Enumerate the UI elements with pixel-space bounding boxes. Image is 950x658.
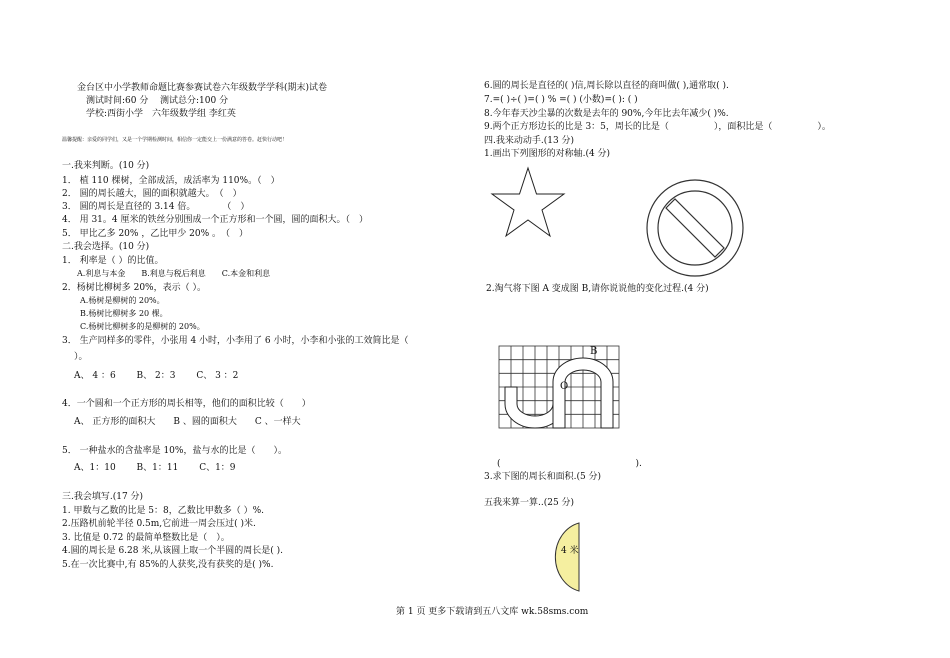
section2-q3-continued: ）。 — [74, 352, 88, 362]
section1-title: 一.我来判断。(10 分) — [62, 161, 150, 171]
section2-q2-option-c: C.杨树比柳树多的是柳树的 20%。 — [80, 322, 205, 331]
semicircle-label: 4 米 — [561, 546, 579, 556]
fill-question-7: 7.=( )÷( )=( ) % =( ) (小数)=( ): ( ) — [484, 95, 638, 105]
section4-title: 四.我来动动手.(13 分) — [484, 136, 575, 146]
fill-question-6: 6.圆的周长是直径的( )信,周长除以直径的商叫做( ),通常取( ). — [484, 81, 729, 91]
section3-item: 1. 甲数与乙数的比是 5：8，乙数比甲数多（ ）%. — [62, 506, 265, 516]
label-b: B — [590, 346, 598, 357]
section2-q1-options: A.利息与本金 B.利息与税后利息 C.本金和利息 — [77, 269, 271, 278]
section1-item: 5． 甲比乙多 20% ，乙比甲少 20% 。 （ ） — [62, 229, 249, 239]
section2-q3-options: A、 4 ：6 B、 2：3 C、 3 ：2 — [74, 371, 239, 381]
section3-item: 5.在一次比赛中,有 85%的人获奖,没有获奖的是( )%. — [62, 560, 274, 570]
fill-question-8: 8.今年春天沙尘暴的次数是去年的 90%,今年比去年减少( )%. — [484, 109, 729, 119]
section3-item: 2.压路机前轮半径 0.5m,它前进一周会压过( )米. — [62, 519, 256, 529]
section4-q1: 1.画出下列图形的对称轴.(4 分) — [484, 149, 611, 159]
section5-title: 五我来算一算..(25 分) — [484, 498, 575, 508]
semicircle-fill — [555, 523, 579, 591]
section2-q2-option-b: B.杨树比柳树多 20 棵。 — [80, 309, 168, 318]
semicircle-shape — [546, 521, 582, 593]
section2-q3: 3． 生产同样多的零件，小张用 4 小时，小李用了 6 小时，小李和小张的工效简比是（ — [62, 336, 409, 346]
section4-q3: 3.求下图的周长和面积.(5 分) — [484, 472, 602, 482]
label-o: O — [560, 381, 569, 392]
test-score: 测试总分:100 分 — [160, 96, 229, 106]
section1-item: 3． 圆的周长是直径的 3.14 倍。 （ ） — [62, 202, 250, 212]
section2-q5: 5． 一种盐水的含盐率是 10%，盐与水的比是（ ）。 — [62, 446, 287, 456]
page-footer: 第 1 页 更多下载请到五八文库 wk.58sms.com — [396, 607, 589, 617]
exam-title: 金台区中小学教师命题比赛参赛试卷六年级数学学科(期末)试卷 — [77, 83, 328, 93]
section1-item: 2． 圆的周长越大，圆的面积就越大。 （ ） — [62, 189, 242, 199]
star-shape — [490, 166, 566, 238]
section2-title: 二.我会选择。(10 分) — [62, 242, 150, 252]
section2-q4: 4．一个圆和一个正方形的周长相等，他们的面积比较（ ） — [62, 399, 311, 409]
answer-paren: ( ). — [497, 459, 642, 469]
section2-q1: 1． 利率是（ ）的比值。 — [62, 256, 164, 266]
section4-q2: 2.淘气将下图 A 变成图 B,请你说说他的变化过程.(4 分) — [486, 284, 709, 294]
section2-q2: 2．杨树比柳树多 20%，表示（ ）。 — [62, 283, 206, 293]
no-sign-shape — [645, 178, 745, 278]
section2-q4-options: A、 正方形的面积大 B 、圆的面积大 C 、一样大 — [74, 417, 301, 427]
section3-item: 3. 比值是 0.72 的最简单整数比是（ ）。 — [62, 533, 230, 543]
section1-item: 1． 植 110 棵树，全部成活，成活率为 110%。（ ） — [62, 176, 280, 186]
section3-title: 三.我会填写.(17 分) — [62, 492, 144, 502]
section3-item: 4.圆的周长是 6.28 米,从该圆上取一个半圆的周长是( ). — [62, 546, 283, 556]
section1-item: 4． 用 31。4 厘米的铁丝分别围成一个正方形和一个圆，圆的面积大。（ ） — [62, 215, 368, 225]
test-time: 测试时间:60 分 — [86, 96, 149, 106]
reminder-tip: 温馨提醒：亲爱的同学们，又是一个学期检测时间，相信你一定能交上一份满意的答卷。赶快行动吧！ — [62, 137, 288, 143]
section2-q5-options: A、1：10 B、1：11 C、1：9 — [74, 463, 236, 473]
section2-q2-option-a: A.杨树是柳树的 20%。 — [80, 296, 165, 305]
school-info: 学校:西街小学 六年级数学组 李红英 — [86, 109, 236, 119]
fill-question-9: 9.两个正方形边长的比是 3：5，周长的比是（ ），面积比是（ ）。 — [484, 122, 831, 132]
